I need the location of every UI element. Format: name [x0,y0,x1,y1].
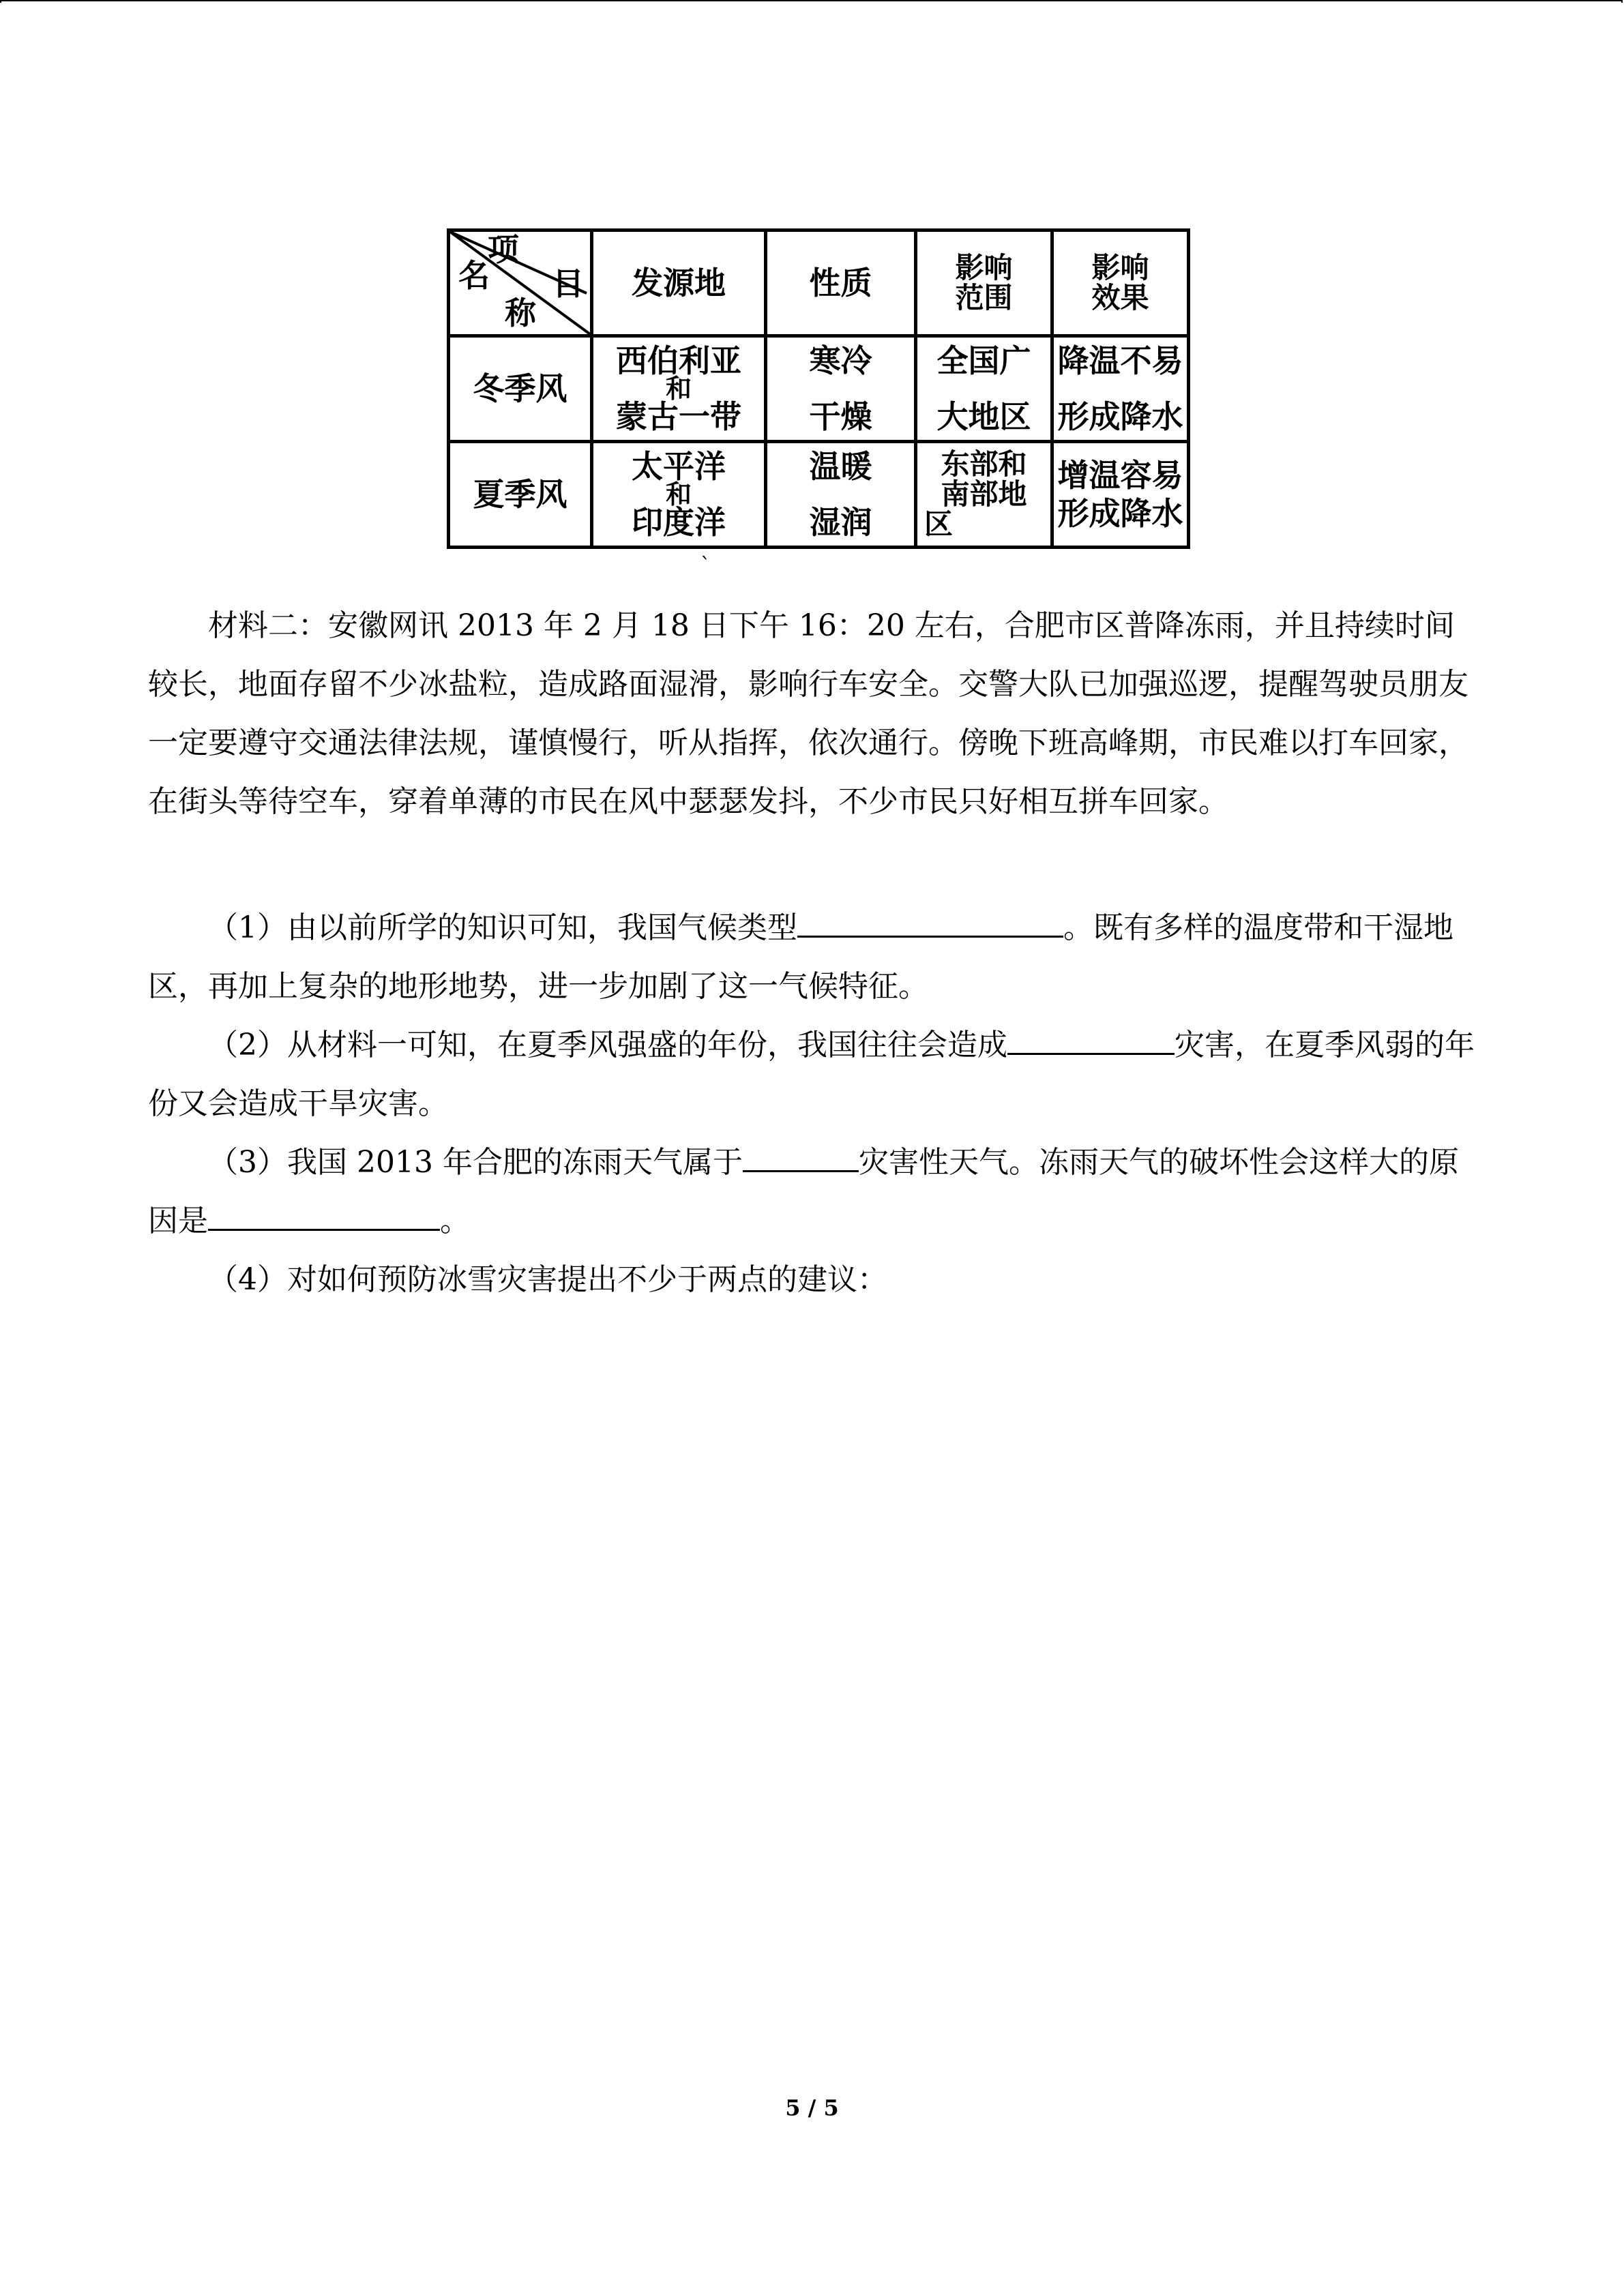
effect-cell [1052,336,1189,442]
scope-line2: 大地区 [936,398,1031,435]
scope-cell [916,336,1052,442]
header-source: 发源地 [592,230,766,336]
page-top-border [0,0,1623,3]
source-mid: 和 [665,479,692,509]
page-number: 5 / 5 [785,2095,839,2121]
monsoon-table [447,228,1190,549]
nature-cell [766,442,916,548]
effect-line1: 降温不易 [1057,342,1183,379]
source-cell [592,442,766,548]
row-name: 冬季风 [449,336,592,442]
header-nature: 性质 [766,230,916,336]
question-2 [148,1016,1475,1133]
corner-bottom: 称 [505,295,536,331]
scope-line2: 南部地 [941,477,1027,511]
q1-text-before: （1）由以前所学的知识可知，我国气候类型 [208,910,797,945]
q3-text-middle: 灾害性天气。冻雨天气的破坏性会这样大的原因是 [148,1145,1459,1238]
question-4: （4）对如何预防冰雪灾害提出不少于两点的建议： [208,1262,887,1297]
corner-header-cell [449,230,592,336]
nature-cell [766,336,916,442]
scope-line1: 东部和 [941,447,1027,481]
header-effect: 影响 效果 [1052,230,1189,336]
effect-line2: 形成降水 [1057,495,1183,532]
source-line2: 蒙古一带 [616,398,741,436]
effect-line2: 形成降水 [1057,398,1183,435]
source-cell [592,336,766,442]
q1-answer-blank[interactable] [797,908,1063,938]
header-scope: 影响 范围 [916,230,1052,336]
source-mid: 和 [665,373,692,404]
scope-line1: 全国广 [936,342,1031,379]
table-row [449,442,1189,548]
stray-mark: ` [700,554,711,578]
source-line1: 太平洋 [632,447,726,485]
q2-text-after: 灾害，在夏季风弱的年份又会造成干旱灾害。 [148,1028,1475,1121]
q2-text-before: （2）从材料一可知，在夏季风强盛的年份，我国往往会造成 [208,1028,1007,1062]
effect-cell [1052,442,1189,548]
table-row [449,336,1189,442]
scope-line3: 区 [924,507,954,541]
q3-text-before: （3）我国 2013 年合肥的冻雨天气属于 [208,1145,743,1180]
corner-right: 目 [552,265,584,302]
row-name: 夏季风 [449,442,592,548]
nature-line2: 湿润 [809,503,872,541]
nature-line1: 寒冷 [809,342,872,379]
effect-line1: 增温容易 [1057,456,1183,494]
question-1 [148,899,1475,1016]
q3-text-after: 。 [440,1204,470,1238]
nature-line2: 干燥 [809,398,872,435]
corner-left: 名 [458,257,490,294]
q2-answer-blank[interactable] [1007,1026,1175,1055]
source-line2: 印度洋 [632,504,726,541]
q3-answer-blank-1[interactable] [743,1143,859,1172]
corner-top: 项 [488,231,519,268]
scope-cell [916,442,1052,548]
material-two-paragraph: 材料二：安徽网讯 2013 年 2 月 18 日下午 16：20 左右，合肥市区普降冻雨，并且持续时间较长，地面存留不少冰盐粒，造成路面湿滑，影响行车安全。交警大队已加强巡逻，提醒驾驶员朋友一定要遵守交通法律法规，谨慎慢行，听从指挥，依次通行。傍晚下班高峰期，市民难以打车回家，在街头等待空车，穿着单薄的市民在风中瑟瑟发抖，不少市民只好相互拼车回家。 [148,608,1468,819]
nature-line1: 温暖 [809,448,872,485]
q1-text-after: 。既有多样的温度带和干湿地区，再加上复杂的地形地势，进一步加剧了这一气候特征。 [148,910,1453,1004]
source-line1: 西伯利亚 [616,342,741,379]
question-3 [148,1133,1475,1251]
q3-answer-blank-2[interactable] [208,1202,440,1231]
